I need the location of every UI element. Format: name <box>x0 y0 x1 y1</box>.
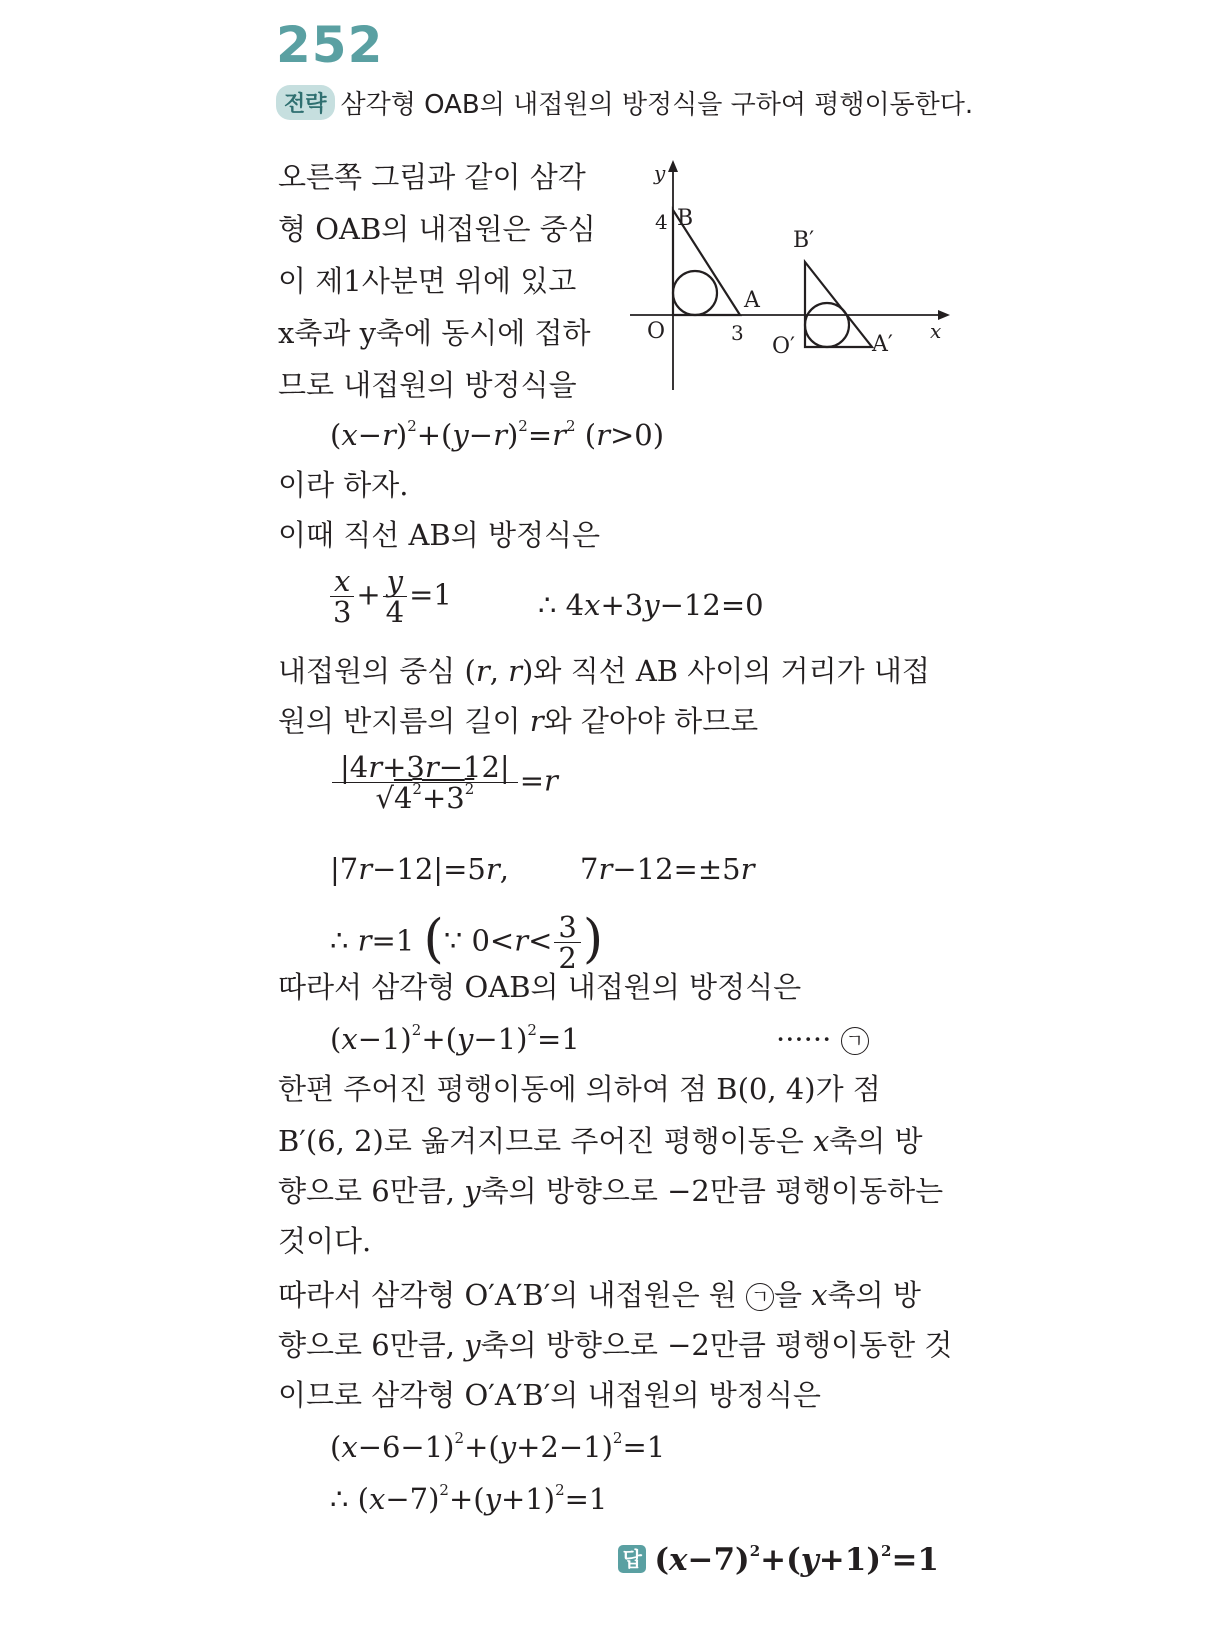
incircle-oab <box>673 271 717 315</box>
text-translation-3: 향으로 6만큼, y축의 방향으로 −2만큼 평행이동하는 <box>278 1174 944 1208</box>
point-bprime-label: B′ <box>793 228 815 253</box>
incircle-oprime-aprime-bprime <box>805 303 849 347</box>
triangle-oprime-aprime-bprime <box>805 262 872 347</box>
origin-label: O <box>647 319 666 344</box>
answer: 답 $(x-7)^2+(y+1)^2=1$ <box>618 1542 939 1578</box>
eq-distance: $\frac{|4r+3r-12|}{√4^2+3^2}$ =r <box>330 752 558 813</box>
triangle-oab <box>673 210 740 315</box>
eq-circle-general: $(x-r)^2+(y-r)^2=r^2$ (r>0) <box>330 417 665 452</box>
y-axis-label: y <box>654 161 666 185</box>
text-translation-4: 것이다. <box>278 1224 372 1258</box>
point-b-label: B <box>677 206 694 231</box>
triangle-figure <box>620 150 950 400</box>
intro-line-2: 형 OAB의 내접원은 중심 <box>278 212 596 246</box>
x-axis-label: x <box>930 319 942 343</box>
text-translation-2: B′(6, 2)로 옮겨지므로 주어진 평행이동은 x축의 방 <box>278 1124 923 1158</box>
tag-symbol: ㄱ <box>841 1027 869 1055</box>
text-final-1: 따라서 삼각형 O′A′B′의 내접원은 원 ㄱ 을 x축의 방 <box>278 1278 921 1312</box>
eq-abs: |7r−12|=5r, <box>330 852 509 886</box>
y4-label: 4 <box>655 210 668 234</box>
point-a-label: A <box>744 288 760 313</box>
eq-abs-2: 7r−12=±5r <box>580 852 755 886</box>
strategy-text: 삼각형 OAB의 내접원의 방정식을 구하여 평행이동한다. <box>340 90 974 120</box>
intro-line-4: x축과 y축에 동시에 접하 <box>278 316 591 350</box>
answer-badge: 답 <box>618 1545 646 1573</box>
eq-line-result: ∴ 4x+3y−12=0 <box>538 588 764 622</box>
x3-label: 3 <box>731 321 744 345</box>
text-therefore-oab: 따라서 삼각형 OAB의 내접원의 방정식은 <box>278 970 802 1004</box>
eq-line-ab: $\frac{x}{3}$ + $\frac{y}{4}$ =1 <box>328 566 452 627</box>
text-final-2: 향으로 6만큼, y축의 방향으로 −2만큼 평행이동한 것 <box>278 1328 953 1362</box>
eq-circle-1-tag: ······ ㄱ <box>776 1022 869 1056</box>
text-distance-2: 원의 반지름의 길이 r와 같아야 하므로 <box>278 704 759 738</box>
point-oprime-label: O′ <box>772 334 796 359</box>
eq-final-2: ∴ $(x-7)^2+(y+1)^2=1$ <box>330 1481 608 1516</box>
text-distance-1: 내접원의 중심 (r, r)와 직선 AB 사이의 거리가 내접 <box>278 654 930 688</box>
intro-line-1: 오른쪽 그림과 같이 삼각 <box>278 160 586 194</box>
problem-number: 252 <box>276 16 384 74</box>
intro-line-3: 이 제1사분면 위에 있고 <box>278 264 577 298</box>
strategy-line <box>276 84 973 121</box>
intro-line-5: 므로 내접원의 방정식을 <box>278 368 577 402</box>
text-final-3: 이므로 삼각형 O′A′B′의 내접원의 방정식은 <box>278 1378 821 1412</box>
text-translation-1: 한편 주어진 평행이동에 의하여 점 B(0, 4)가 점 <box>278 1072 881 1106</box>
point-aprime-label: A′ <box>872 332 893 357</box>
y-axis-arrow <box>668 160 678 172</box>
text-let: 이라 하자. <box>278 468 409 502</box>
eq-r-result: ∴ r=1 (∵ 0<r< $\frac{3}{2}$ ) <box>330 909 604 975</box>
strategy-badge: 전략 <box>276 85 335 120</box>
eq-circle-1: $(x-1)^2+(y-1)^2=1$ <box>330 1021 580 1056</box>
text-line-ab: 이때 직선 AB의 방정식은 <box>278 518 601 552</box>
eq-final-1: $(x-6-1)^2+(y+2-1)^2=1$ <box>330 1429 666 1464</box>
